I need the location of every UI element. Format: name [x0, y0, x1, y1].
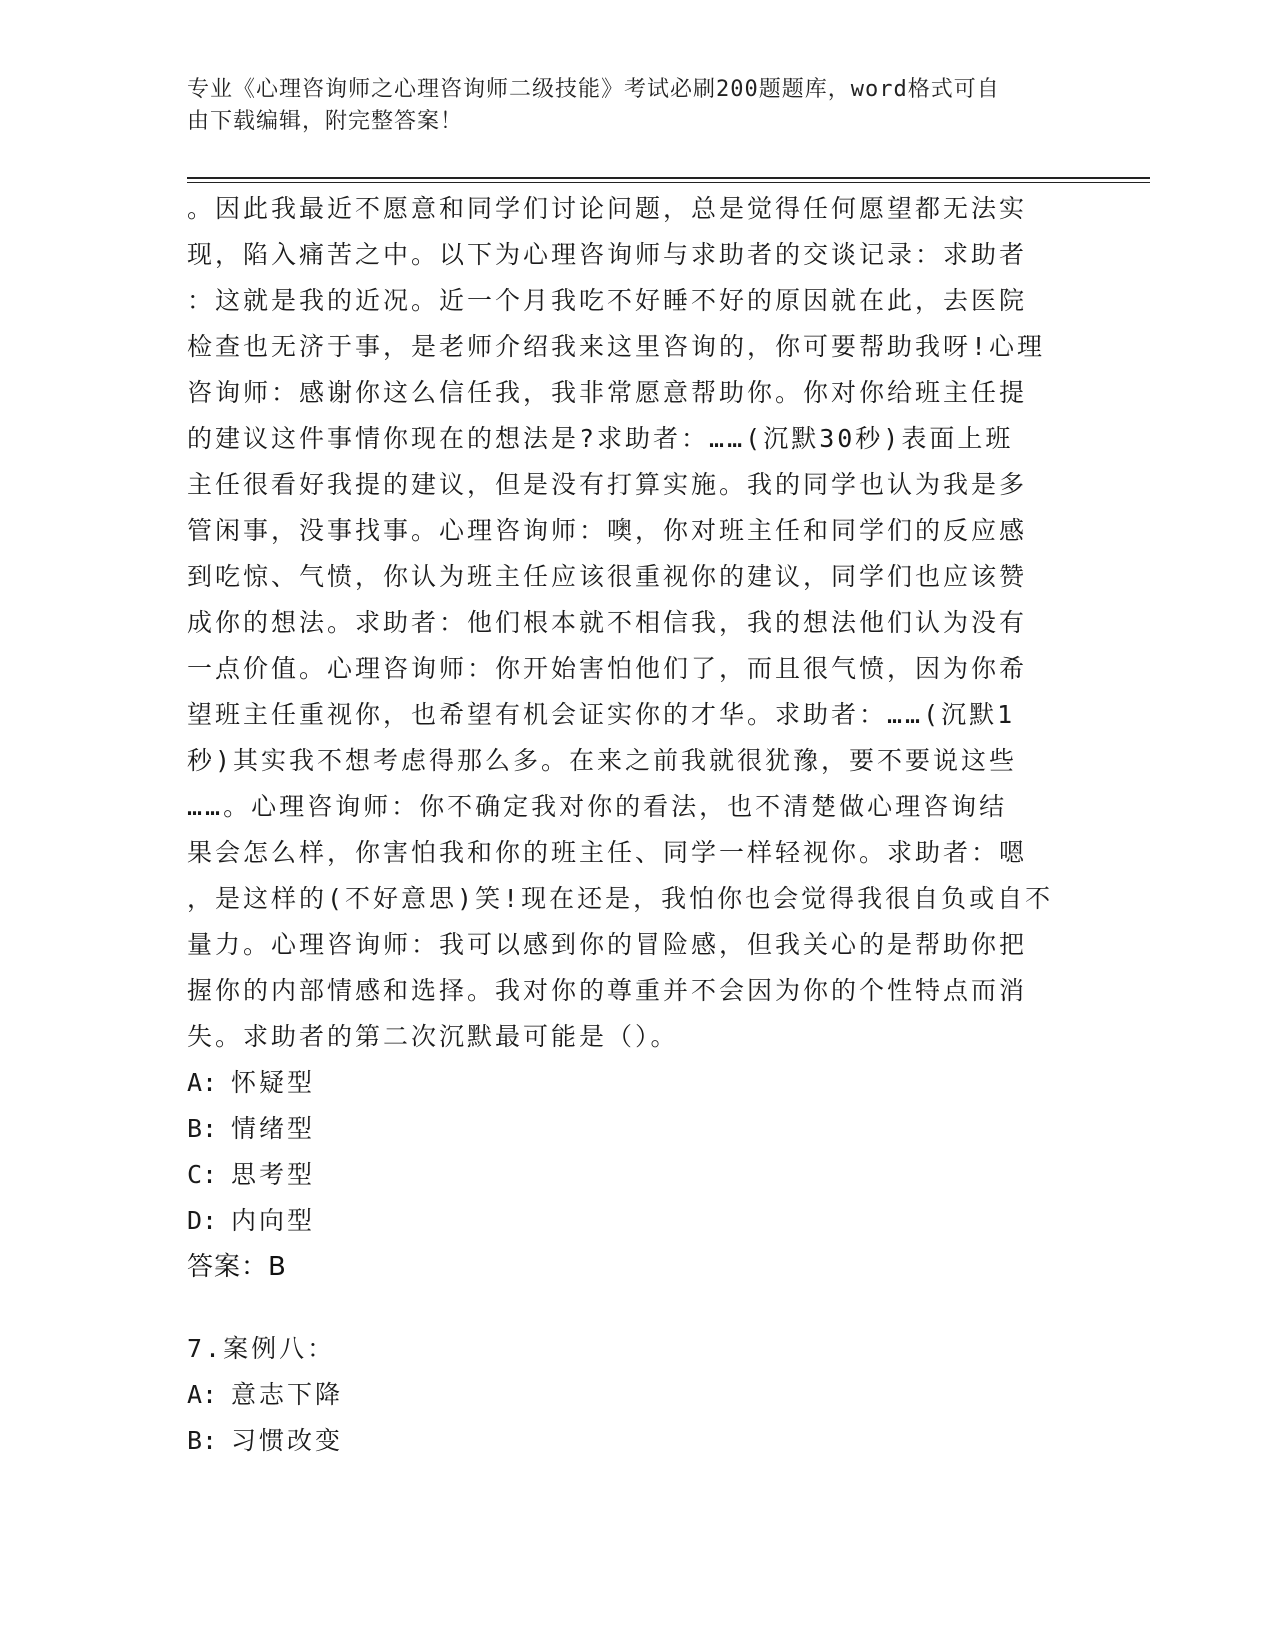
- option-text: 怀疑型: [231, 1068, 316, 1097]
- question-text-line: 咨询师：感谢你这么信任我，我非常愿意帮助你。你对你给班主任提: [187, 378, 1028, 407]
- option-letter: B:: [187, 1426, 218, 1455]
- header-divider: [187, 177, 1150, 183]
- question-text-line: ……。心理咨询师：你不确定我对你的看法，也不清楚做心理咨询结: [187, 792, 1008, 821]
- option-letter: A:: [187, 1380, 218, 1409]
- option-c: [187, 1152, 1067, 1198]
- question-text-line: 主任很看好我提的建议，但是没有打算实施。我的同学也认为我是多: [187, 470, 1028, 499]
- question-6: [187, 186, 1067, 1290]
- option-b: [187, 1418, 1067, 1464]
- question-title: 7.案例八：: [187, 1334, 336, 1363]
- document-body: [187, 186, 1067, 1464]
- answer-label: 答案：B: [187, 1252, 287, 1282]
- question-text-line: 握你的内部情感和选择。我对你的尊重并不会因为你的个性特点而消: [187, 976, 1028, 1005]
- option-text: 情绪型: [231, 1114, 316, 1143]
- question-text-line: 。因此我最近不愿意和同学们讨论问题，总是觉得任何愿望都无法实: [187, 194, 1028, 223]
- option-d: [187, 1198, 1067, 1244]
- option-letter: A:: [187, 1068, 218, 1097]
- question-text-line: ：这就是我的近况。近一个月我吃不好睡不好的原因就在此，去医院: [187, 286, 1028, 315]
- question-text-line: 现，陷入痛苦之中。以下为心理咨询师与求助者的交谈记录：求助者: [187, 240, 1028, 269]
- option-text: 思考型: [231, 1160, 316, 1189]
- option-a: [187, 1372, 1067, 1418]
- option-letter: C:: [187, 1160, 218, 1189]
- option-b: [187, 1106, 1067, 1152]
- question-text-line: 失。求助者的第二次沉默最可能是（）。: [187, 1022, 679, 1051]
- question-spacer: [187, 1290, 1067, 1326]
- option-letter: B:: [187, 1114, 218, 1143]
- option-text: 习惯改变: [231, 1426, 344, 1455]
- question-text-line: 成你的想法。求助者：他们根本就不相信我，我的想法他们认为没有: [187, 608, 1028, 637]
- header-line-1: 专业《心理咨询师之心理咨询师二级技能》考试必刷200题题库，word格式可自: [187, 77, 1000, 102]
- question-text-line: ，是这样的(不好意思)笑!现在还是，我怕你也会觉得我很自负或自不: [187, 884, 1054, 913]
- option-a: [187, 1060, 1067, 1106]
- question-text-line: 的建议这件事情你现在的想法是?求助者：……(沉默30秒)表面上班: [187, 424, 1014, 453]
- question-text-line: 望班主任重视你，也希望有机会证实你的才华。求助者：……(沉默1: [187, 700, 1016, 729]
- option-text: 意志下降: [231, 1380, 344, 1409]
- option-text: 内向型: [231, 1206, 316, 1235]
- question-text-line: 一点价值。心理咨询师：你开始害怕他们了，而且很气愤，因为你希: [187, 654, 1028, 683]
- question-7: [187, 1326, 1067, 1464]
- question-text-line: 果会怎么样，你害怕我和你的班主任、同学一样轻视你。求助者：嗯: [187, 838, 1028, 867]
- option-letter: D:: [187, 1206, 218, 1235]
- page-header: [187, 74, 1067, 138]
- question-text-line: 量力。心理咨询师：我可以感到你的冒险感，但我关心的是帮助你把: [187, 930, 1028, 959]
- header-line-2: 由下载编辑，附完整答案！: [187, 109, 464, 134]
- question-text-line: 管闲事，没事找事。心理咨询师：噢，你对班主任和同学们的反应感: [187, 516, 1028, 545]
- question-text-line: 秒)其实我不想考虑得那么多。在来之前我就很犹豫，要不要说这些: [187, 746, 1018, 775]
- question-text-line: 检查也无济于事，是老师介绍我来这里咨询的，你可要帮助我呀!心理: [187, 332, 1046, 361]
- question-text-line: 到吃惊、气愤，你认为班主任应该很重视你的建议，同学们也应该赞: [187, 562, 1028, 591]
